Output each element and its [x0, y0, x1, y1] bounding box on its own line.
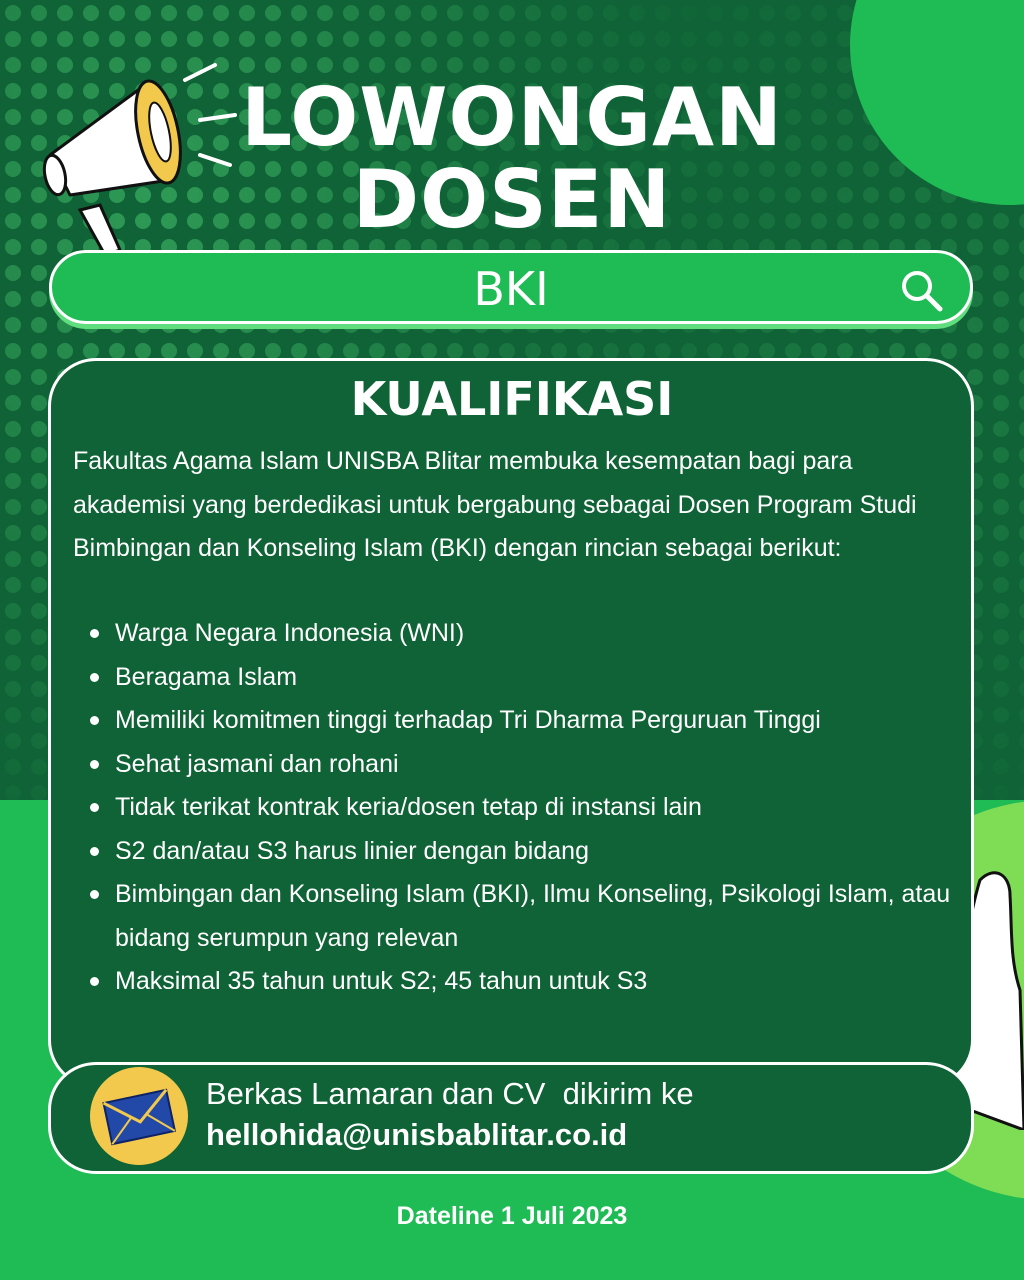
deadline-text: Dateline 1 Juli 2023	[396, 1202, 628, 1230]
list-item-text: Tidak terikat kontrak keria/dosen tetap di instansi lain	[115, 793, 702, 821]
page-title-line2: DOSEN	[352, 153, 672, 246]
list-item	[73, 743, 963, 787]
list-item	[73, 656, 963, 700]
list-item-text: Memiliki komitmen tinggi terhadap Tri Dharma Perguruan Tinggi	[115, 706, 821, 734]
qualifications-intro: Fakultas Agama Islam UNISBA Blitar membuka kesempatan bagi para akademisi yang berdedikasi untuk bergabung sebagai Dosen Program Studi Bimbingan dan Konseling Islam (BKI) dengan rincian sebagai berikut:	[73, 447, 917, 562]
list-item-text: Maksimal 35 tahun untuk S2; 45 tahun untuk S3	[115, 967, 648, 995]
list-item-text: S2 dan/atau S3 harus linier dengan bidang	[115, 836, 589, 865]
search-icon	[898, 267, 944, 313]
page-title-line1: LOWONGAN	[241, 71, 783, 164]
list-item-text: Beragama Islam	[115, 662, 298, 691]
contact-email: hellohida@unisbablitar.co.id	[206, 1117, 628, 1152]
search-bar	[49, 250, 973, 324]
list-item	[73, 830, 963, 874]
bullet	[90, 890, 99, 899]
list-item	[73, 699, 963, 743]
list-item-text: Sehat jasmani dan rohani	[115, 749, 399, 778]
envelope-icon	[89, 1066, 189, 1166]
bullet	[90, 673, 99, 682]
list-item-text: Bimbingan dan Konseling Islam (BKI), Ilmu Konseling, Psikologi Islam, atau bidang serumpun yang relevan	[115, 880, 951, 952]
bullet	[90, 977, 99, 986]
list-item	[73, 786, 963, 830]
list-item	[73, 960, 963, 1004]
qualifications-list	[73, 612, 963, 1004]
bullet	[90, 716, 99, 725]
contact-instruction: Berkas Lamaran dan CV dikirim ke	[206, 1076, 694, 1111]
bullet	[90, 629, 99, 638]
qualifications-heading: KUALIFIKASI	[350, 372, 674, 426]
list-item	[73, 873, 963, 960]
bullet	[90, 803, 99, 812]
list-item	[73, 612, 963, 656]
search-text: BKI	[473, 262, 549, 316]
bullet	[90, 760, 99, 769]
bullet	[90, 847, 99, 856]
list-item-text: Warga Negara Indonesia (WNI)	[115, 619, 465, 647]
